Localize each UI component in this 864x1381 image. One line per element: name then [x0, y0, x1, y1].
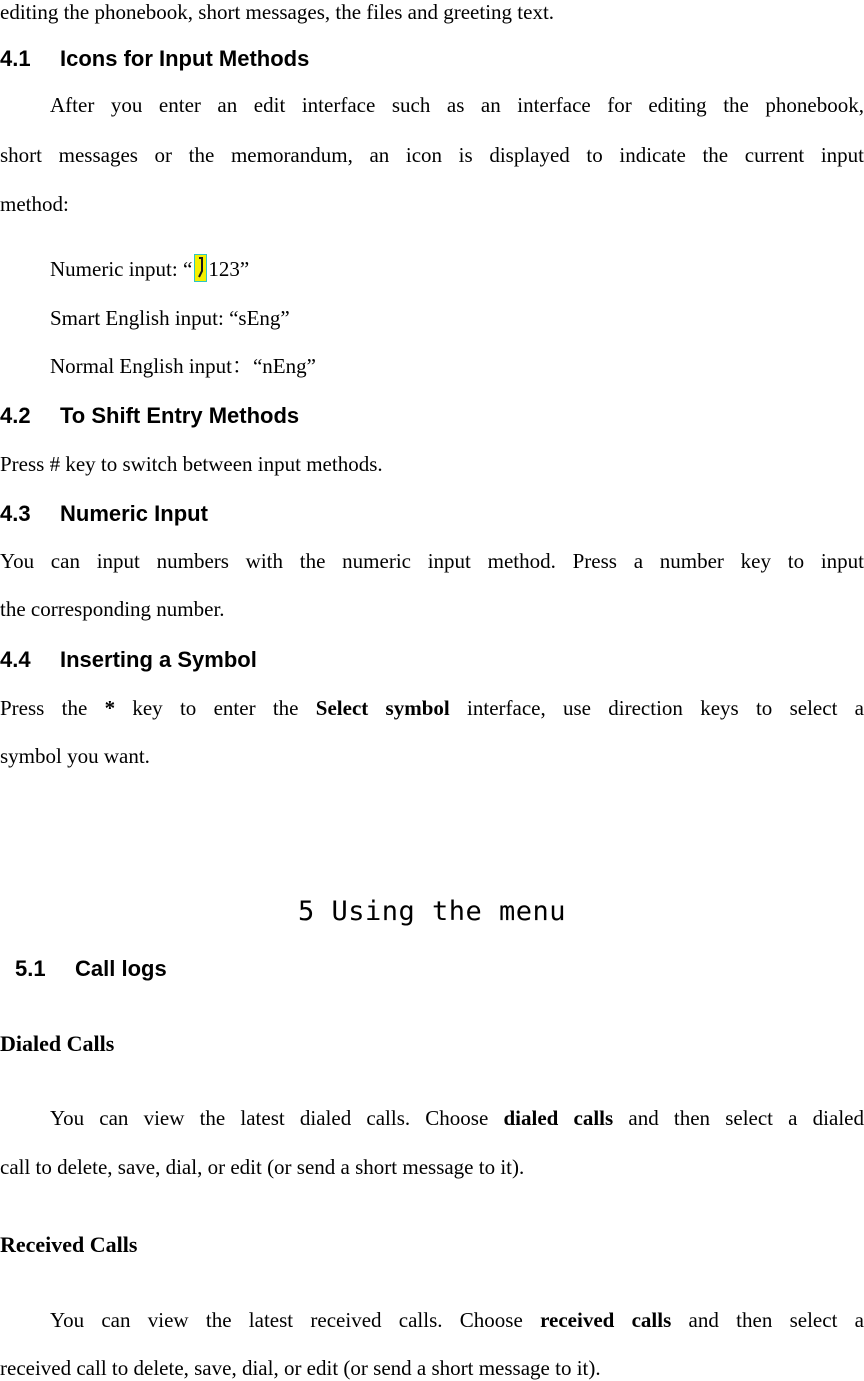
- section-4-4-para-line-1: [0, 698, 864, 719]
- received-line1-post: and then select a: [671, 1308, 864, 1332]
- section-4-1-title: Icons for Input Methods: [60, 46, 310, 71]
- section-5-1-title: Call logs: [75, 956, 167, 981]
- numeric-input-icon: [194, 254, 207, 282]
- dialed-line1-pre: You can view the latest dialed calls. Choose: [50, 1106, 504, 1130]
- section-5-1-number: 5.1: [15, 956, 46, 981]
- section-4-2-para: Press # key to switch between input methods.: [0, 452, 383, 476]
- dialed-calls-heading: Dialed Calls: [0, 1031, 115, 1056]
- s44-line1-pre: Press the: [0, 696, 105, 720]
- dialed-calls-para-line-2: call to delete, save, dial, or edit (or send a short message to it).: [0, 1155, 525, 1179]
- numeric-input-value: 123: [208, 257, 240, 281]
- received-calls-heading: Received Calls: [0, 1232, 138, 1257]
- dialed-line1-post: and then select a dialed: [613, 1106, 864, 1130]
- section-4-2-number: 4.2: [0, 403, 31, 428]
- section-4-3-para-line-2: the corresponding number.: [0, 597, 225, 621]
- normal-english-input-line: Normal English input：“nEng”: [50, 354, 316, 378]
- dialed-calls-para-line-1: [50, 1108, 864, 1129]
- section-4-2-title: To Shift Entry Methods: [60, 403, 300, 428]
- section-4-1-para-line-1: After you enter an edit interface such as an interface for editing the phonebook,: [50, 93, 864, 117]
- star-key: *: [104, 696, 116, 720]
- numeric-input-line: [50, 254, 864, 282]
- intro-tail-text: editing the phonebook, short messages, the files and greeting text.: [0, 0, 555, 24]
- section-4-1-para-line-2: short messages or the memorandum, an icon is displayed to indicate the current input: [0, 143, 864, 167]
- section-4-3-number: 4.3: [0, 501, 31, 526]
- section-4-3-heading: [0, 503, 208, 525]
- section-4-4-title: Inserting a Symbol: [60, 647, 257, 672]
- numeric-close-quote: ”: [239, 257, 250, 281]
- section-4-4-number: 4.4: [0, 647, 31, 672]
- select-symbol-term: Select symbol: [315, 696, 450, 720]
- section-4-4-heading: [0, 649, 257, 671]
- section-4-2-heading: [0, 405, 299, 427]
- section-4-3-title: Numeric Input: [60, 501, 208, 526]
- numeric-input-label: Numeric input:: [50, 257, 183, 281]
- smart-english-input-line: Smart English input: “sEng”: [50, 306, 290, 330]
- section-4-1-para-line-3: method:: [0, 192, 69, 216]
- section-4-1-number: 4.1: [0, 46, 31, 71]
- section-5-1-heading: [15, 958, 167, 980]
- received-calls-para-line-1: [50, 1310, 864, 1331]
- section-4-4-para-line-2: symbol you want.: [0, 744, 150, 768]
- received-calls-para-line-2: received call to delete, save, dial, or edit (or send a short message to it).: [0, 1356, 601, 1380]
- section-4-1-heading: [0, 48, 309, 70]
- received-line1-pre: You can view the latest received calls. Choose: [50, 1308, 541, 1332]
- dialed-calls-term: dialed calls: [503, 1106, 614, 1130]
- numeric-open-quote: “: [182, 257, 193, 281]
- s44-line1-mid: key to enter the: [115, 696, 316, 720]
- section-4-3-para-line-1: You can input numbers with the numeric input method. Press a number key to input: [0, 549, 864, 573]
- s44-line1-post: interface, use direction keys to select a: [449, 696, 864, 720]
- received-calls-term: received calls: [540, 1308, 672, 1332]
- chapter-5-title: 5 Using the menu: [297, 896, 567, 927]
